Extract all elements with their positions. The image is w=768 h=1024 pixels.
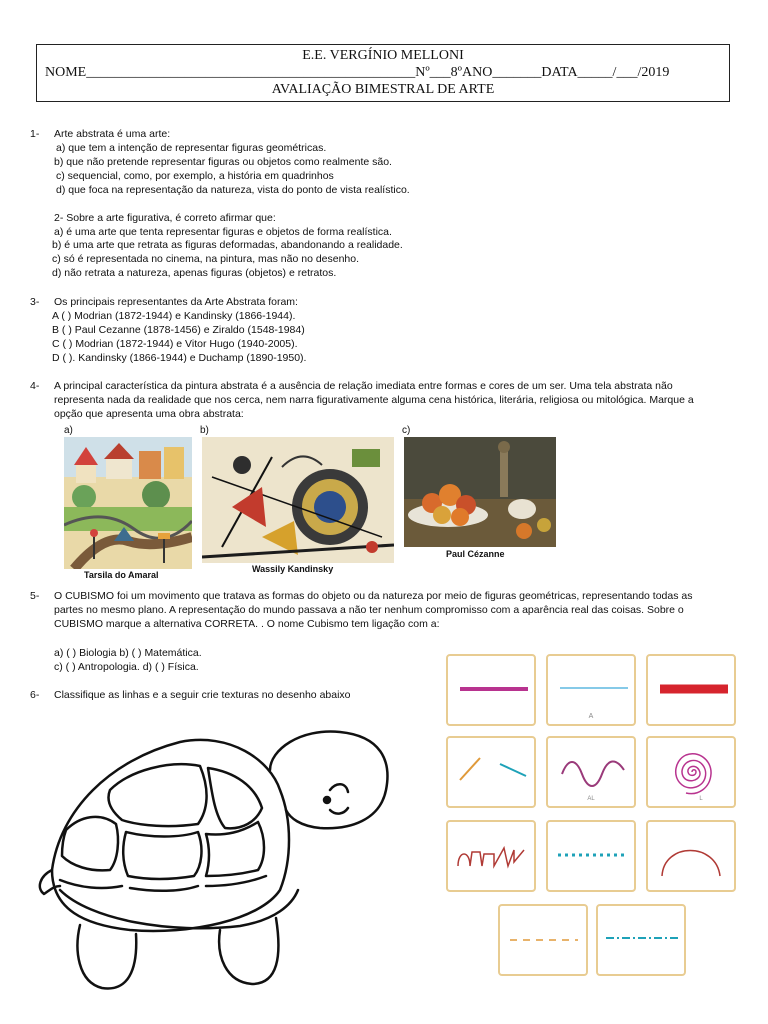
q2-option-a[interactable]: a) é uma arte que tenta representar figuras e objetos de forma realística. [54, 226, 392, 238]
line-sample-broken [448, 822, 534, 890]
line-card-thick-red[interactable] [646, 654, 736, 726]
line-card-label-l: L [699, 796, 703, 802]
art-c-caption: Paul Cézanne [446, 549, 505, 559]
q3-option-a[interactable]: A ( ) Modrian (1872-1944) e Kandinsky (1866-1944). [52, 310, 296, 322]
q3-question: Os principais representantes da Arte Abstrata foram: [54, 296, 298, 308]
line-card-dashed[interactable] [498, 904, 588, 976]
q1-number: 1- [30, 128, 40, 140]
q2-option-c[interactable]: c) só é representada no cinema, na pintura, mas não no desenho. [52, 253, 360, 265]
q1-question: Arte abstrata é uma arte: [54, 128, 171, 140]
q3-option-b[interactable]: B ( ) Paul Cezanne (1878-1456) e Ziraldo (1548-1984) [52, 324, 305, 336]
line-sample-dotted [548, 822, 634, 890]
line-card-label-al: AL [587, 796, 595, 802]
q4-line-1: A principal característica da pintura abstrata é a ausência de relação imediata entre formas e cores de um ser. Uma tela abstrata não [54, 380, 673, 392]
q6-number: 6- [30, 689, 40, 701]
student-id-line[interactable]: NOME_______________________________________________Nº___8ºANO_______DATA_____/___/2019 [45, 65, 670, 80]
q4-number: 4- [30, 380, 40, 392]
line-card-thin-blue[interactable] [546, 654, 636, 726]
tarsila-painting-graphic [64, 437, 192, 569]
q1-option-c[interactable]: c) sequencial, como, por exemplo, a história em quadrinhos [56, 170, 334, 182]
q2-option-b[interactable]: b) é uma arte que retrata as figuras deformadas, abandonando a realidade. [52, 239, 403, 251]
art-a-caption: Tarsila do Amaral [84, 570, 159, 580]
kandinsky-painting[interactable] [202, 437, 394, 563]
line-sample-dashed [500, 906, 586, 974]
line-sample-dash-dot [598, 906, 684, 974]
header-box [36, 44, 730, 102]
tarsila-painting[interactable] [64, 437, 192, 569]
art-a-letter[interactable]: a) [64, 425, 73, 436]
q1-option-b[interactable]: b) que não pretende representar figuras ou objetos como realmente são. [54, 156, 392, 168]
q5-options-row-2[interactable]: c) ( ) Antropologia. d) ( ) Física. [54, 661, 199, 673]
turtle-drawing[interactable] [30, 720, 398, 1010]
q5-line-1: O CUBISMO foi um movimento que tratava as formas do objeto ou da natureza por meio de figuras geométricas, representando todas as [54, 590, 693, 602]
line-card-thick-magenta[interactable] [446, 654, 536, 726]
line-card-diagonal[interactable] [446, 736, 536, 808]
line-sample-diagonals [448, 738, 534, 806]
q6-question: Classifique as linhas e a seguir crie texturas no desenho abaixo [54, 689, 351, 701]
q3-number: 3- [30, 296, 40, 308]
q3-option-d[interactable]: D ( ). Kandinsky (1866-1944) e Duchamp (1890-1950). [52, 352, 307, 364]
line-card-curved[interactable] [646, 820, 736, 892]
line-card-wavy[interactable] [546, 736, 636, 808]
q3-option-c[interactable]: C ( ) Modrian (1872-1944) e Vitor Hugo (1940-2005). [52, 338, 298, 350]
q1-option-d[interactable]: d) que foca na representação da natureza, vista do ponto de vista realístico. [56, 184, 410, 196]
art-b-letter[interactable]: b) [200, 425, 209, 436]
exam-title: AVALIAÇÃO BIMESTRAL DE ARTE [271, 82, 495, 97]
line-sample-arc [648, 822, 734, 890]
q5-line-3: CUBISMO marque a alternativa CORRETA. . O nome Cubismo tem ligação com a: [54, 618, 440, 630]
q4-line-2: representa nada da realidade que nos cerca, nem narra figurativamente alguma cena histórica, literária, religiosa ou mitológica. Marque a [54, 394, 694, 406]
q5-options-row-1[interactable]: a) ( ) Biologia b) ( ) Matemática. [54, 647, 202, 659]
q5-number: 5- [30, 590, 40, 602]
art-b-caption: Wassily Kandinsky [252, 564, 334, 574]
turtle-outline [30, 720, 398, 1010]
q2-option-d[interactable]: d) não retrata a natureza, apenas figuras (objetos) e retratos. [52, 267, 337, 279]
line-sample-magenta [448, 656, 534, 724]
q4-line-3: opção que apresenta uma obra abstrata: [54, 408, 244, 420]
school-name: E.E. VERGÍNIO MELLONI [302, 48, 464, 63]
q5-line-2: partes no mesmo plano. A representação do mundo passava a não ter nenhum compromisso com a aparência real das coisas. Sobre o [54, 604, 684, 616]
line-sample-red [648, 656, 734, 724]
line-card-label-a: A [588, 713, 594, 720]
line-card-dotted[interactable] [546, 820, 636, 892]
art-c-letter[interactable]: c) [402, 425, 411, 436]
cezanne-painting-graphic [404, 437, 556, 547]
line-card-spiral[interactable] [646, 736, 736, 808]
cezanne-painting[interactable] [404, 437, 556, 547]
line-card-broken[interactable] [446, 820, 536, 892]
q2-question: 2- Sobre a arte figurativa, é correto afirmar que: [54, 212, 276, 224]
kandinsky-painting-graphic [202, 437, 394, 563]
line-card-dash-dot[interactable] [596, 904, 686, 976]
q1-option-a[interactable]: a) que tem a intenção de representar figuras geométricas. [56, 142, 327, 154]
